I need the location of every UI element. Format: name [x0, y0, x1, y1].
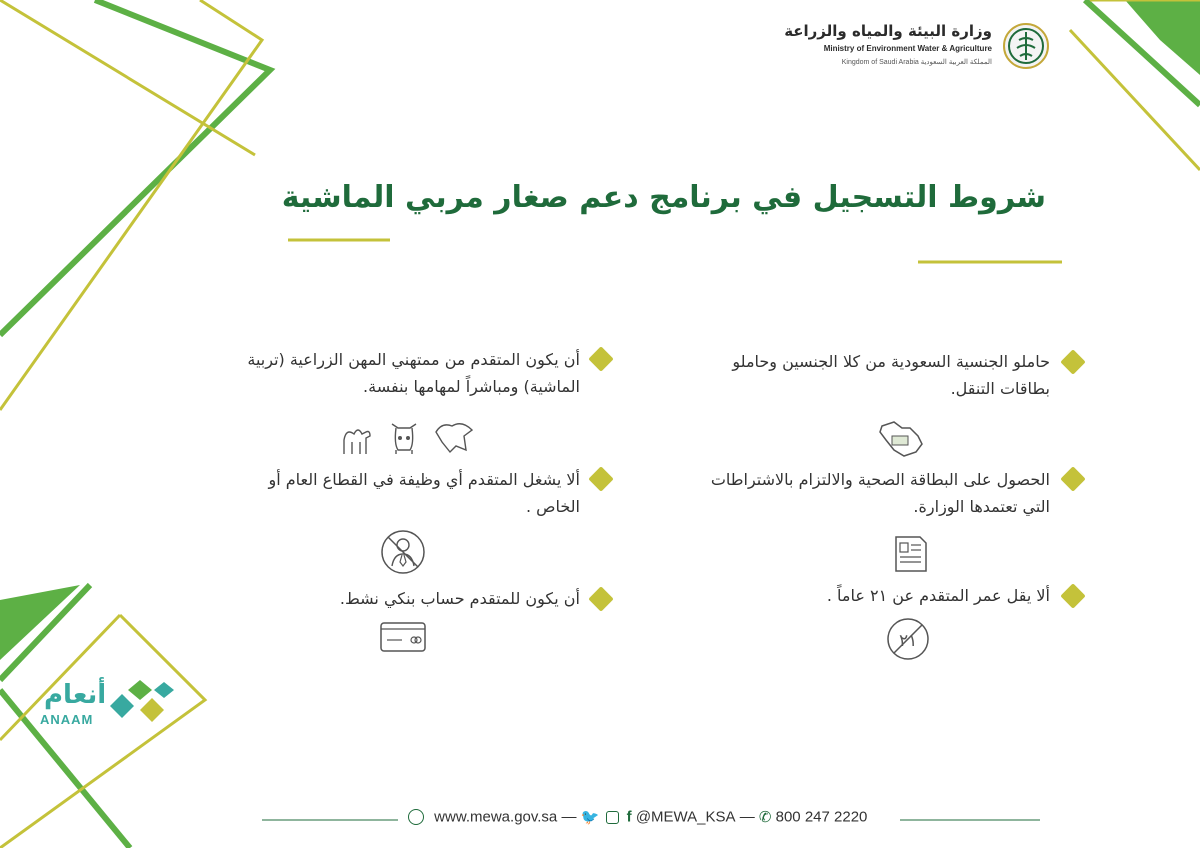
no-employee-icon	[378, 528, 428, 576]
phone-icon: ✆	[758, 809, 772, 827]
ministry-name-ar: وزارة البيئة والمياه والزراعة	[784, 22, 992, 40]
condition-bank-account: أن يكون للمتقدم حساب بنكي نشط.	[339, 589, 580, 608]
brand-name-ar: أنعام	[44, 680, 107, 710]
condition-nationality: حاملو الجنسية السعودية من كلا الجنسين وحاملو بطاقات التنقل.	[732, 352, 1050, 398]
separator: —	[561, 808, 581, 826]
condition-no-employment: ألا يشغل المتقدم أي وظيفة في القطاع العام أو الخاص .	[268, 470, 580, 516]
condition-profession: أن يكون المتقدم من ممتهني المهن الزراعية (تربية الماشية) ومباشراً لمهامها بنفسة.	[247, 350, 580, 396]
document-card-icon	[890, 533, 932, 575]
svg-text:٢١: ٢١	[899, 631, 918, 651]
condition-health-card: الحصول على البطاقة الصحية والالتزام بالاشتراطات التي تعتمدها الوزارة.	[710, 470, 1050, 516]
saudi-map-icon	[874, 418, 926, 460]
ministry-emblem-icon	[1002, 18, 1050, 74]
footer-contact	[408, 808, 867, 826]
kingdom-label: Kingdom of Saudi Arabia المملكة العربية السعودية	[841, 59, 992, 66]
anaam-logo-icon	[106, 676, 176, 724]
facebook-icon[interactable]: f	[626, 808, 632, 826]
globe-icon	[408, 809, 424, 825]
social-handle[interactable]: @MEWA_KSA	[635, 808, 736, 826]
instagram-icon[interactable]	[606, 811, 619, 824]
condition-age: ألا يقل عمر المتقدم عن ٢١ عاماً .	[826, 586, 1050, 605]
website-link[interactable]: www.mewa.gov.sa	[434, 808, 558, 826]
phone-number[interactable]: 800 247 2220	[775, 808, 868, 826]
ministry-header	[784, 18, 1050, 78]
separator: —	[739, 808, 755, 826]
page-title: شروط التسجيل في برنامج دعم صغار مربي الماشية	[281, 180, 1046, 215]
bank-card-icon	[378, 620, 428, 654]
age-21-icon	[884, 616, 932, 662]
livestock-icons	[338, 414, 478, 462]
twitter-icon[interactable]: 🐦	[580, 809, 600, 827]
brand-name-en: ANAAM	[40, 712, 94, 727]
ministry-name-en: Ministry of Environment Water & Agriculture	[823, 44, 992, 53]
